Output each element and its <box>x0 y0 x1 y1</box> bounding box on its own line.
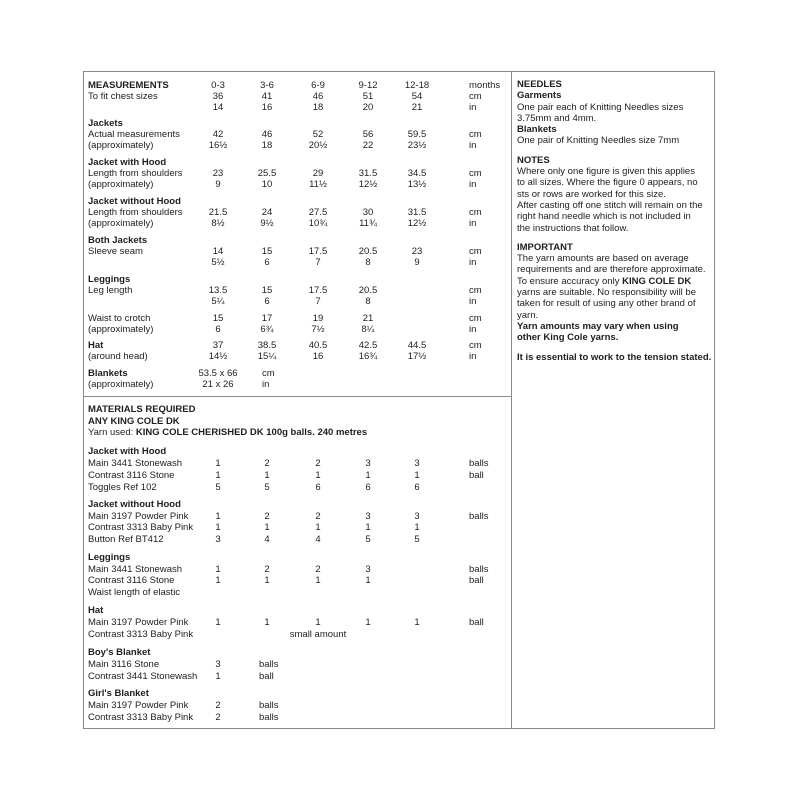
cell-value: 2 <box>315 511 321 522</box>
cell-value: 2 <box>215 700 221 711</box>
row-label: Main 3197 Powder Pink <box>88 511 189 522</box>
garments-text: One pair each of Knitting Needles sizes <box>517 101 684 113</box>
cell-value: 12½ <box>358 179 378 190</box>
cell-value: 6 <box>215 324 221 335</box>
cell-value: 3 <box>215 659 221 670</box>
cell-value: 3 <box>215 534 221 545</box>
cell-value: 14 <box>212 102 224 113</box>
yarn-used-line <box>88 427 367 438</box>
size-header: 0-3 <box>211 80 225 91</box>
unit-label: in <box>469 102 477 113</box>
important-bold-line: Yarn amounts may vary when using <box>517 320 679 332</box>
section-heading: Jacket with Hood <box>88 157 167 168</box>
row-label: Contrast 3313 Baby Pink <box>88 629 194 640</box>
cell-value: 31.5 <box>407 207 427 218</box>
row-label: (approximately) <box>88 218 154 229</box>
cell-value: 23½ <box>407 140 427 151</box>
section-heading: Leggings <box>88 274 131 285</box>
cell-value: 13.5 <box>208 285 228 296</box>
cell-value: 31.5 <box>358 168 378 179</box>
cell-value: 3 <box>365 564 371 575</box>
measurements-heading: MEASUREMENTS <box>88 80 169 91</box>
section-heading: Both Jackets <box>88 235 148 246</box>
cell-value: 56 <box>362 129 374 140</box>
unit-label: months <box>469 80 501 91</box>
cell-value: 17.5 <box>308 285 328 296</box>
cell-value: 9 <box>215 179 221 190</box>
cell-value: 1 <box>215 511 221 522</box>
cell-value: 21 <box>362 313 374 324</box>
cell-value: 17 <box>261 313 273 324</box>
cell-value: 3 <box>414 511 420 522</box>
cell-value: 1 <box>215 671 221 682</box>
cell-value: 25.5 <box>257 168 277 179</box>
yarn-name: KING COLE CHERISHED DK 100g balls. 240 metres <box>135 427 368 438</box>
unit-label: cm <box>469 91 482 102</box>
blankets-needles-text: One pair of Knitting Needles size 7mm <box>517 135 680 147</box>
cell-value: 11½ <box>309 179 327 190</box>
cell-value: 42.5 <box>358 340 378 351</box>
cell-value: 20½ <box>308 140 328 151</box>
cell-value: 4 <box>315 534 321 545</box>
cell-value: 40.5 <box>308 340 328 351</box>
cell-value: 18 <box>261 140 273 151</box>
garments-heading: Garments <box>517 90 562 102</box>
cell-value: 5¼ <box>211 296 225 307</box>
needles-notes-panel <box>517 79 712 363</box>
cell-value: 15 <box>261 246 273 257</box>
unit-label: cm <box>469 246 482 257</box>
row-label: Main 3197 Powder Pink <box>88 700 189 711</box>
cell-value: 1 <box>215 564 221 575</box>
cell-value: 59.5 <box>407 129 427 140</box>
cell-value: 2 <box>315 458 321 469</box>
cell-value: 30 <box>362 207 374 218</box>
cell-value: 2 <box>264 458 270 469</box>
row-label: Leg length <box>88 285 133 296</box>
cell-value: 54 <box>411 91 423 102</box>
unit-label: balls <box>259 659 279 670</box>
notes-line: right hand needle which is not included in <box>517 211 691 223</box>
unit-label: ball <box>469 575 484 586</box>
unit-label: in <box>469 351 477 362</box>
cell-value: 4 <box>264 534 270 545</box>
cell-value: 38.5 <box>257 340 277 351</box>
row-label: Sleeve seam <box>88 246 143 257</box>
materials-heading: MATERIALS REQUIRED <box>88 404 196 415</box>
important-line <box>517 276 712 287</box>
size-header: 3-6 <box>260 80 274 91</box>
cell-value: 8 <box>365 257 371 268</box>
unit-label: cm <box>469 207 482 218</box>
notes-line: Where only one figure is given this applies <box>517 166 695 178</box>
row-label: Contrast 3313 Baby Pink <box>88 712 194 723</box>
cell-value: 5 <box>365 534 371 545</box>
unit-label: cm <box>469 168 482 179</box>
unit-label: cm <box>262 368 275 379</box>
important-line: taken for result of using any other brand of <box>517 298 696 310</box>
cell-value: 5 <box>264 482 270 493</box>
row-label: Waist to crotch <box>88 313 151 324</box>
unit-label: in <box>469 140 477 151</box>
cell-value: 5½ <box>211 257 225 268</box>
section-heading: Hat <box>88 605 104 616</box>
cell-value: 46 <box>261 129 273 140</box>
cell-value: 42 <box>212 129 224 140</box>
cell-value: 6 <box>365 482 371 493</box>
important-heading: IMPORTANT <box>517 241 573 253</box>
cell-value: 9 <box>414 257 420 268</box>
row-label: Button Ref BT412 <box>88 534 164 545</box>
size-header: 6-9 <box>311 80 325 91</box>
cell-value: 46 <box>312 91 324 102</box>
cell-value: 1 <box>215 617 221 628</box>
cell-value: 16¾ <box>358 351 378 362</box>
brand-name: KING COLE DK <box>622 275 692 287</box>
cell-value: 1 <box>215 458 221 469</box>
cell-value: 52 <box>312 129 324 140</box>
row-label: Main 3116 Stone <box>88 659 160 670</box>
notes-line: After casting off one stitch will remain on the <box>517 199 703 211</box>
row-label: Contrast 3313 Baby Pink <box>88 522 194 533</box>
cell-value: 37 <box>212 340 224 351</box>
unit-label: cm <box>469 285 482 296</box>
row-label: (around head) <box>88 351 148 362</box>
row-label: Toggles Ref 102 <box>88 482 157 493</box>
size-header: 9-12 <box>358 80 378 91</box>
important-text: To ensure accuracy only <box>517 275 623 287</box>
cell-value: 8 <box>365 296 371 307</box>
cell-value: 6 <box>264 296 270 307</box>
cell-value: 6 <box>315 482 321 493</box>
section-heading: Jacket without Hood <box>88 196 181 207</box>
cell-value: 2 <box>215 712 221 723</box>
cell-value: 23 <box>212 168 224 179</box>
unit-label: balls <box>259 712 279 723</box>
row-label: Length from shoulders <box>88 207 183 218</box>
important-line: yarn. <box>517 309 539 321</box>
unit-label: cm <box>469 313 482 324</box>
row-label: (approximately) <box>88 179 154 190</box>
section-heading: Blankets <box>88 368 128 379</box>
cell-value: 1 <box>215 522 221 533</box>
cell-value: 1 <box>414 470 420 481</box>
row-label: Main 3441 Stonewash <box>88 564 183 575</box>
row-label: Contrast 3116 Stone <box>88 575 175 586</box>
cell-value: 1 <box>215 575 221 586</box>
notes-line: the instructions that follow. <box>517 222 629 234</box>
cell-value: 16½ <box>208 140 228 151</box>
cell-value: 2 <box>315 564 321 575</box>
section-heading: Leggings <box>88 552 131 563</box>
row-label: Actual measurements <box>88 129 180 140</box>
cell-value: 22 <box>362 140 374 151</box>
cell-value: 1 <box>315 522 321 533</box>
cell-value: 19 <box>312 313 324 324</box>
cell-value: small amount <box>289 629 347 640</box>
cell-value: 1 <box>264 617 270 628</box>
cell-value: 51 <box>362 91 374 102</box>
section-divider <box>83 396 512 397</box>
unit-label: in <box>469 324 477 335</box>
cell-value: 21.5 <box>208 207 228 218</box>
row-label: Waist length of elastic <box>88 587 181 598</box>
section-heading: Girl's Blanket <box>88 688 149 699</box>
cell-value: 20.5 <box>358 285 378 296</box>
cell-value: 17.5 <box>308 246 328 257</box>
cell-value: 44.5 <box>407 340 427 351</box>
unit-label: balls <box>469 564 489 575</box>
cell-value: 13½ <box>407 179 427 190</box>
cell-value: 1 <box>315 470 321 481</box>
important-line: yarns are suitable. No responsibility will be <box>517 287 696 299</box>
column-divider <box>511 71 512 729</box>
cell-value: 1 <box>315 617 321 628</box>
cell-value: 27.5 <box>308 207 328 218</box>
section-heading: Jacket with Hood <box>88 446 167 457</box>
cell-value: 1 <box>215 470 221 481</box>
cell-value: 5 <box>414 534 420 545</box>
cell-value: 24 <box>261 207 273 218</box>
unit-label: in <box>469 296 477 307</box>
row-label: Length from shoulders <box>88 168 183 179</box>
cell-value: 15¼ <box>257 351 277 362</box>
cell-value: 41 <box>261 91 273 102</box>
cell-value: 3 <box>365 511 371 522</box>
blankets-needles-heading: Blankets <box>517 124 557 136</box>
unit-label: ball <box>469 470 484 481</box>
unit-label: cm <box>469 129 482 140</box>
important-bold-line: other King Cole yarns. <box>517 332 619 344</box>
row-label: (approximately) <box>88 140 154 151</box>
row-label: (approximately) <box>88 324 154 335</box>
cell-value: 10 <box>261 179 273 190</box>
unit-label: balls <box>469 458 489 469</box>
cell-value: 17½ <box>407 351 427 362</box>
cell-value: 23 <box>411 246 423 257</box>
unit-label: ball <box>469 617 484 628</box>
cell-value: 5 <box>215 482 221 493</box>
unit-label: in <box>469 218 477 229</box>
cell-value: 1 <box>315 575 321 586</box>
cell-value: 7 <box>315 296 321 307</box>
cell-value: 1 <box>264 470 270 481</box>
cell-value: 1 <box>365 617 371 628</box>
section-heading: Jackets <box>88 118 123 129</box>
cell-value: 6 <box>414 482 420 493</box>
needles-heading: NEEDLES <box>517 79 562 90</box>
important-line: requirements and are therefore approximate. <box>517 264 706 276</box>
row-label: (approximately) <box>88 379 154 390</box>
important-line: The yarn amounts are based on average <box>517 253 689 265</box>
unit-label: balls <box>469 511 489 522</box>
unit-label: in <box>469 257 477 268</box>
cell-value: 2 <box>264 564 270 575</box>
cell-value: 14 <box>212 246 224 257</box>
section-heading: Boy's Blanket <box>88 647 151 658</box>
cell-value: 1 <box>264 575 270 586</box>
cell-value: 1 <box>414 522 420 533</box>
cell-value: 20 <box>362 102 374 113</box>
yarn-prefix: Yarn used: <box>88 427 136 438</box>
materials-subheading: ANY KING COLE DK <box>88 416 180 427</box>
garments-text: 3.75mm and 4mm. <box>517 112 597 124</box>
cell-value: 1 <box>365 470 371 481</box>
row-label: Main 3197 Powder Pink <box>88 617 189 628</box>
cell-value: 7 <box>315 257 321 268</box>
cell-value: 1 <box>264 522 270 533</box>
cell-value: 20.5 <box>358 246 378 257</box>
cell-value: 1 <box>365 575 371 586</box>
unit-label: cm <box>469 340 482 351</box>
cell-value: 3 <box>414 458 420 469</box>
cell-value: 1 <box>365 522 371 533</box>
cell-value: 6¾ <box>260 324 274 335</box>
unit-label: balls <box>259 700 279 711</box>
cell-value: 1 <box>414 617 420 628</box>
cell-value: 16 <box>261 102 273 113</box>
notes-heading: NOTES <box>517 154 550 166</box>
unit-label: in <box>262 379 270 390</box>
cell-value: 15 <box>261 285 273 296</box>
unit-label: in <box>469 179 477 190</box>
cell-value: 7½ <box>311 324 325 335</box>
cell-value: 21 x 26 <box>202 379 234 390</box>
cell-value: 8½ <box>211 218 225 229</box>
cell-value: 12½ <box>407 218 427 229</box>
cell-value: 16 <box>312 351 324 362</box>
cell-value: 10¾ <box>308 218 328 229</box>
cell-value: 15 <box>212 313 224 324</box>
section-heading: Jacket without Hood <box>88 499 181 510</box>
cell-value: 34.5 <box>407 168 427 179</box>
unit-label: ball <box>259 671 274 682</box>
notes-line: to all sizes. Where the figure 0 appears, no <box>517 177 698 189</box>
cell-value: 53.5 x 66 <box>198 368 238 379</box>
row-label: To fit chest sizes <box>88 91 158 102</box>
notes-line: sts or rows are worked for this size. <box>517 188 666 200</box>
row-label: Contrast 3441 Stonewash <box>88 671 198 682</box>
cell-value: 2 <box>264 511 270 522</box>
row-label: Contrast 3116 Stone <box>88 470 175 481</box>
cell-value: 14½ <box>208 351 228 362</box>
cell-value: 21 <box>411 102 423 113</box>
cell-value: 9½ <box>260 218 274 229</box>
cell-value: 8¼ <box>361 324 375 335</box>
cell-value: 29 <box>312 168 324 179</box>
tension-note: It is essential to work to the tension stated. <box>517 351 712 363</box>
row-label: Main 3441 Stonewash <box>88 458 183 469</box>
section-heading: Hat <box>88 340 104 351</box>
cell-value: 11¾ <box>359 218 377 229</box>
cell-value: 3 <box>365 458 371 469</box>
cell-value: 18 <box>312 102 324 113</box>
cell-value: 6 <box>264 257 270 268</box>
cell-value: 36 <box>212 91 224 102</box>
size-header: 12-18 <box>404 80 430 91</box>
